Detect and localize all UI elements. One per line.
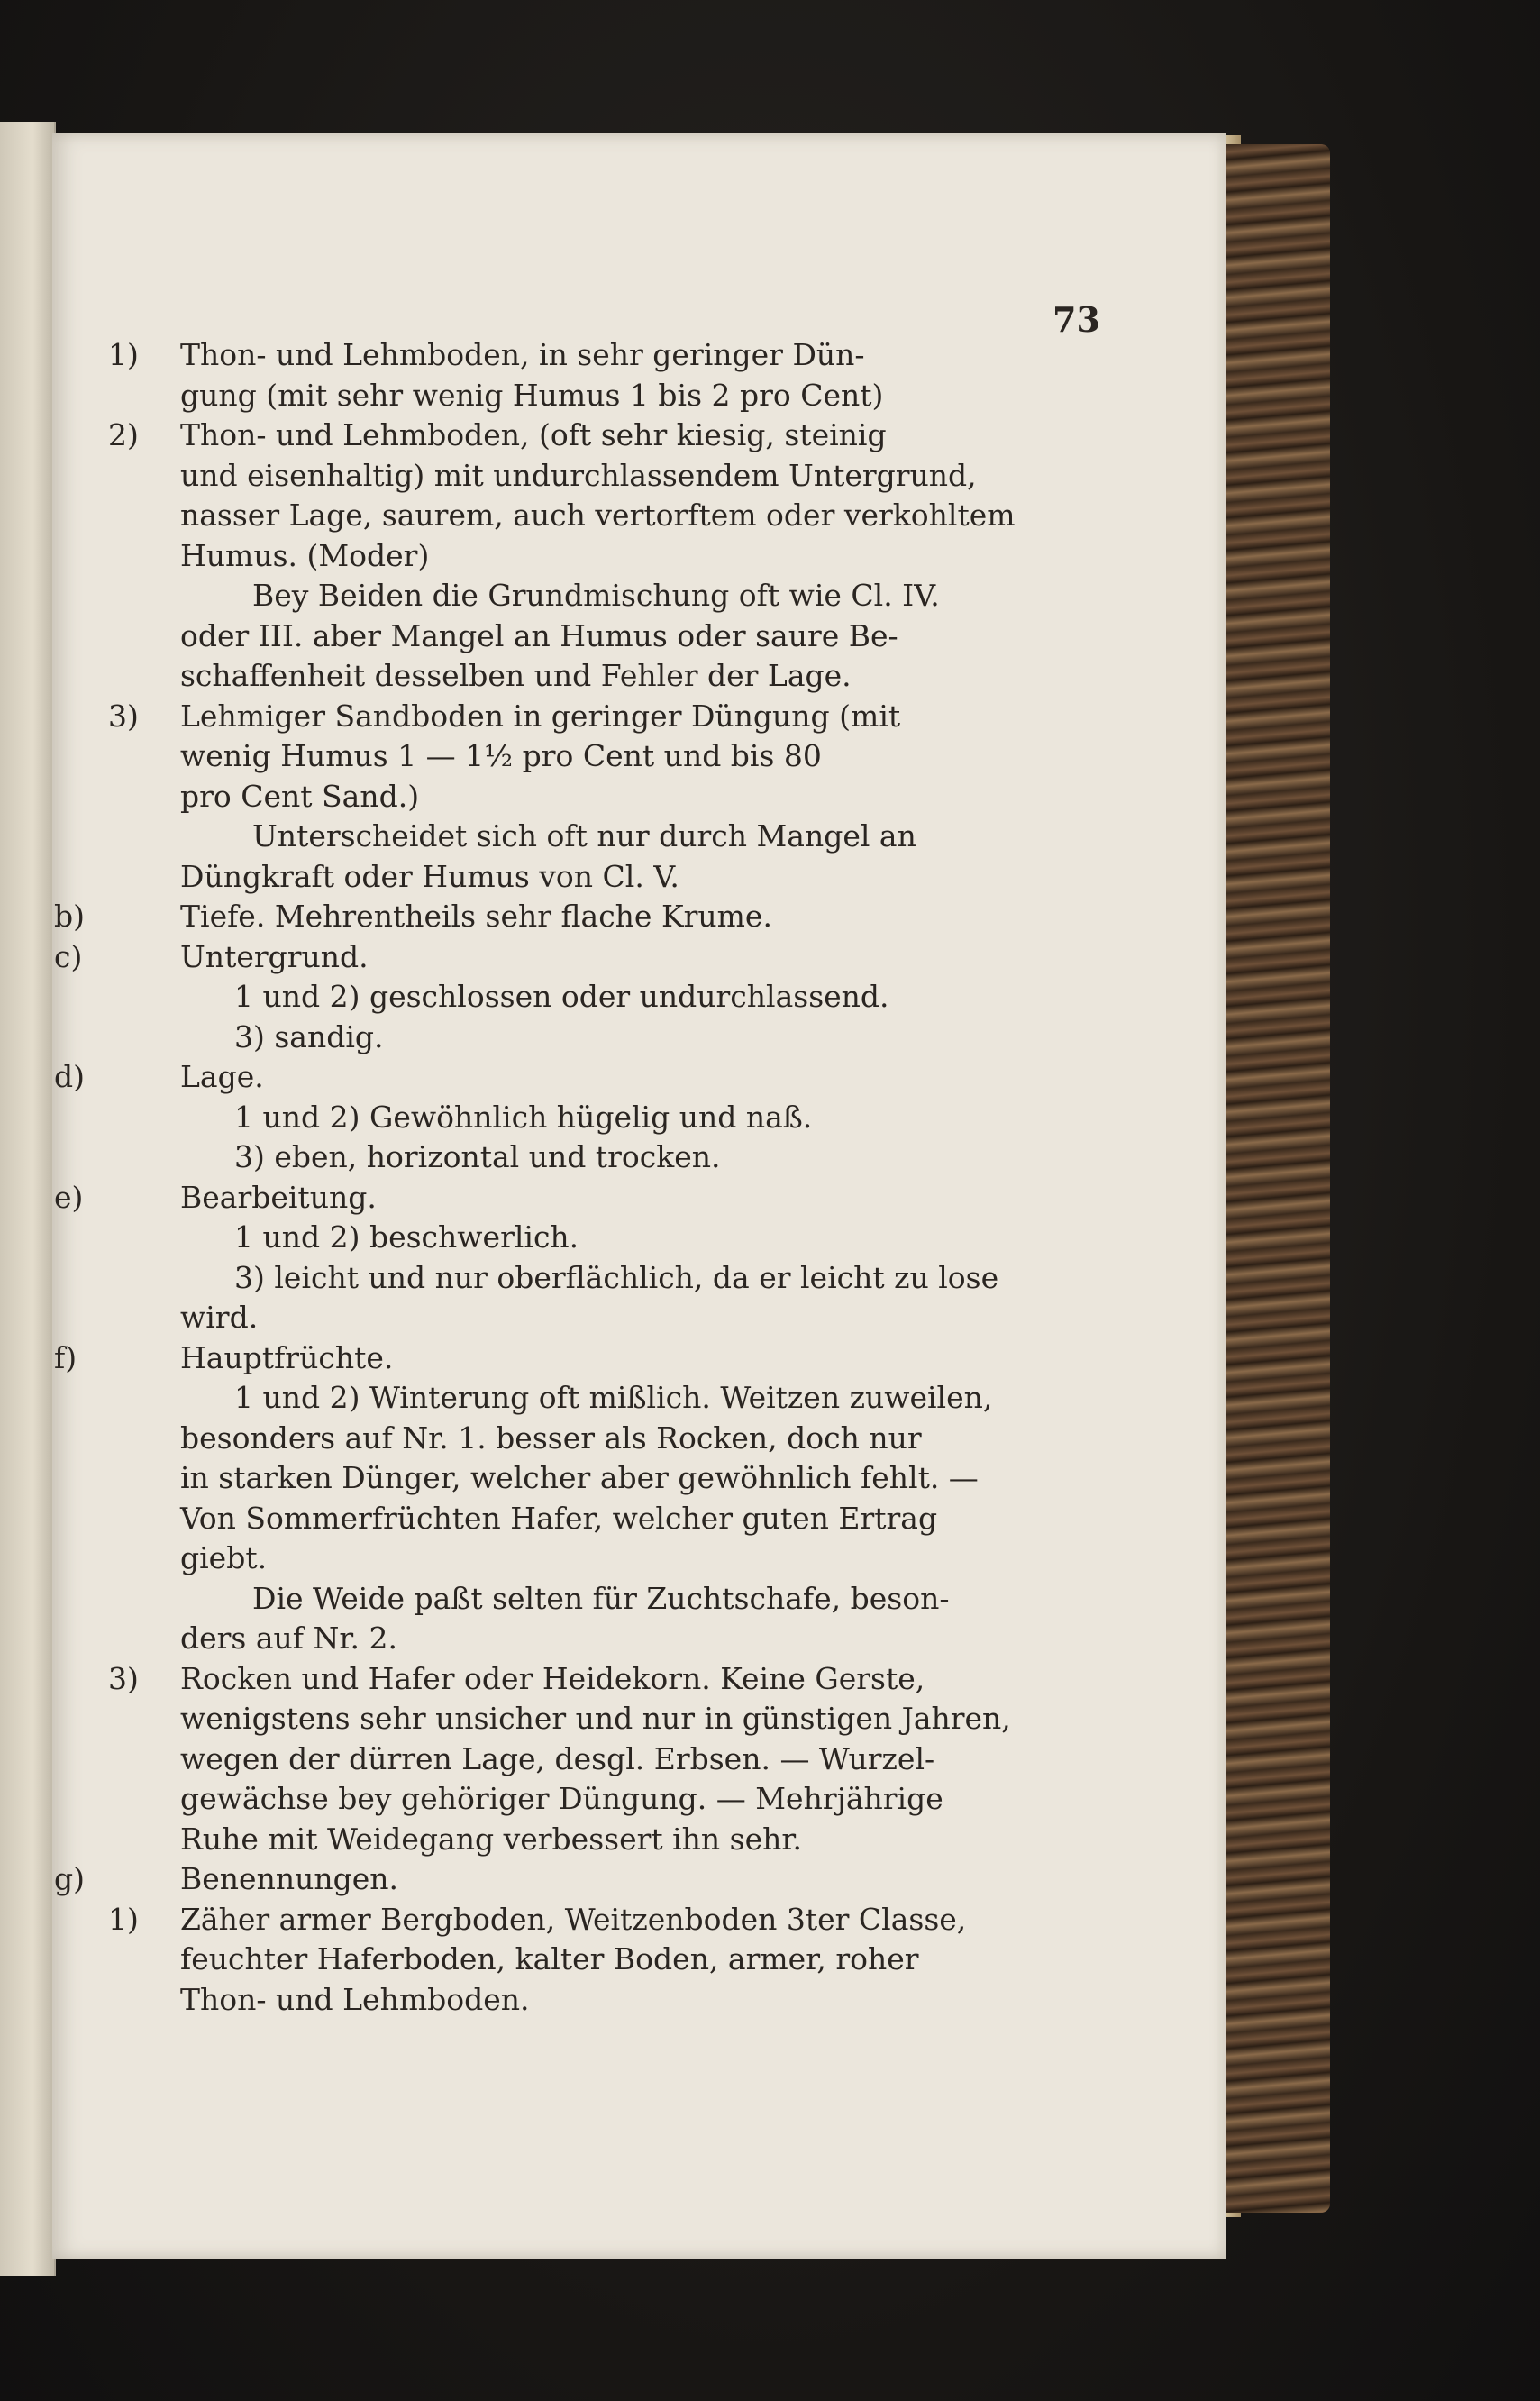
line-text: wenigstens sehr unsicher und nur in günstigen Jahren, — [180, 1701, 1011, 1736]
text-line — [180, 1779, 1099, 1820]
line-text: Thon- und Lehmboden, (oft sehr kiesig, steinig — [180, 417, 887, 452]
text-line — [180, 977, 1099, 1018]
section-label: g) — [54, 1861, 85, 1896]
book-binding — [1221, 144, 1330, 2213]
text-line — [108, 415, 1099, 456]
text-line — [180, 1137, 1099, 1178]
text-line — [54, 1057, 1099, 1098]
line-text: wegen der dürren Lage, desgl. Erbsen. — Wurzel- — [180, 1740, 935, 1776]
text-line — [180, 1419, 1099, 1459]
text-line — [180, 1298, 1099, 1338]
line-text: Unterscheidet sich oft nur durch Mangel an — [252, 818, 916, 854]
line-text: besonders auf Nr. 1. besser als Rocken, doch nur — [180, 1420, 922, 1456]
page-text — [54, 335, 1099, 2020]
text-line — [180, 496, 1099, 536]
line-text: Ruhe mit Weidegang verbessert ihn sehr. — [180, 1821, 803, 1857]
line-text: Hauptfrüchte. — [180, 1339, 394, 1375]
item-label: 3) — [108, 1660, 139, 1696]
text-line — [54, 1859, 1099, 1900]
line-text: 1 und 2) Winterung oft mißlich. Weitzen zuweilen, — [234, 1380, 993, 1415]
text-line — [180, 1940, 1099, 1980]
line-text: Lehmiger Sandboden in geringer Düngung (mit — [180, 698, 901, 734]
text-line — [54, 897, 1099, 937]
line-text: Thon- und Lehmboden. — [180, 1981, 530, 2017]
text-line — [108, 335, 1099, 376]
item-label: 1) — [108, 1901, 139, 1937]
text-line — [180, 817, 1099, 857]
line-text: 3) sandig. — [234, 1018, 384, 1054]
section-label: c) — [54, 938, 83, 974]
line-text: 1 und 2) beschwerlich. — [234, 1219, 579, 1255]
line-text: oder III. aber Mangel an Humus oder saure Be- — [180, 617, 898, 653]
line-text: wird. — [180, 1300, 259, 1335]
text-line — [180, 1579, 1099, 1620]
item-label: 3) — [108, 698, 139, 734]
left-page-edge — [0, 122, 56, 2276]
text-line — [180, 1739, 1099, 1780]
line-text: Von Sommerfrüchten Hafer, welcher guten Ertrag — [180, 1500, 938, 1536]
text-line — [180, 1378, 1099, 1419]
text-line — [180, 576, 1099, 616]
item-label: 2) — [108, 417, 139, 452]
text-line — [180, 1018, 1099, 1058]
section-label: b) — [54, 899, 85, 934]
text-line — [54, 937, 1099, 978]
text-line — [180, 1098, 1099, 1138]
line-text: ders auf Nr. 2. — [180, 1620, 397, 1656]
line-text: Düngkraft oder Humus von Cl. V. — [180, 858, 679, 894]
line-text: in starken Dünger, welcher aber gewöhnlich fehlt. — — [180, 1460, 979, 1495]
line-text: Thon- und Lehmboden, in sehr geringer Dün- — [180, 337, 865, 372]
text-line — [180, 1699, 1099, 1739]
text-line — [180, 376, 1099, 416]
text-line — [180, 1458, 1099, 1499]
line-text: Bey Beiden die Grundmischung oft wie Cl. IV. — [252, 578, 940, 613]
line-text: Benennungen. — [180, 1861, 398, 1896]
text-line — [180, 1218, 1099, 1258]
line-text: 1 und 2) Gewöhnlich hügelig und naß. — [234, 1099, 813, 1135]
section-label: d) — [54, 1059, 85, 1094]
text-line — [180, 1980, 1099, 2021]
line-text: Lage. — [180, 1059, 264, 1094]
line-text: Bearbeitung. — [180, 1179, 377, 1215]
text-line — [180, 616, 1099, 657]
text-line — [54, 1178, 1099, 1219]
text-line — [180, 736, 1099, 777]
line-text: Tiefe. Mehrentheils sehr flache Krume. — [180, 899, 772, 934]
text-line — [180, 777, 1099, 817]
page-number: 73 — [1052, 299, 1100, 340]
text-line — [180, 857, 1099, 898]
text-line — [180, 1538, 1099, 1579]
line-text: nasser Lage, saurem, auch vertorftem oder verkohltem — [180, 498, 1016, 533]
text-line — [108, 1900, 1099, 1940]
line-text: schaffenheit desselben und Fehler der Lage. — [180, 658, 852, 693]
line-text: Rocken und Hafer oder Heidekorn. Keine Gerste, — [180, 1660, 925, 1696]
text-line — [180, 1499, 1099, 1539]
line-text: Humus. (Moder) — [180, 537, 430, 573]
text-line — [180, 456, 1099, 497]
text-line — [54, 1338, 1099, 1379]
line-text: und eisenhaltig) mit undurchlassendem Untergrund, — [180, 457, 977, 493]
text-line — [108, 697, 1099, 737]
line-text: Die Weide paßt selten für Zuchtschafe, beson- — [252, 1580, 950, 1616]
line-text: feuchter Haferboden, kalter Boden, armer, roher — [180, 1941, 919, 1976]
line-text: 1 und 2) geschlossen oder undurchlassend. — [234, 979, 889, 1014]
line-text: wenig Humus 1 — 1½ pro Cent und bis 80 — [180, 738, 822, 773]
line-text: pro Cent Sand.) — [180, 778, 420, 814]
line-text: Zäher armer Bergboden, Weitzenboden 3ter Classe, — [180, 1901, 967, 1937]
line-text: 3) eben, horizontal und trocken. — [234, 1139, 721, 1174]
text-line — [108, 1659, 1099, 1700]
text-line — [180, 536, 1099, 577]
section-label: f) — [54, 1339, 77, 1375]
line-text: gewächse bey gehöriger Düngung. — Mehrjährige — [180, 1781, 943, 1816]
text-line — [180, 1258, 1099, 1299]
line-text: gung (mit sehr wenig Humus 1 bis 2 pro Cent) — [180, 377, 884, 413]
line-text: giebt. — [180, 1540, 268, 1575]
section-label: e) — [54, 1179, 84, 1215]
text-line — [180, 656, 1099, 697]
text-line — [180, 1619, 1099, 1659]
line-text: Untergrund. — [180, 938, 369, 974]
line-text: 3) leicht und nur oberflächlich, da er leicht zu lose — [234, 1259, 999, 1295]
text-line — [180, 1820, 1099, 1860]
item-label: 1) — [108, 337, 139, 372]
